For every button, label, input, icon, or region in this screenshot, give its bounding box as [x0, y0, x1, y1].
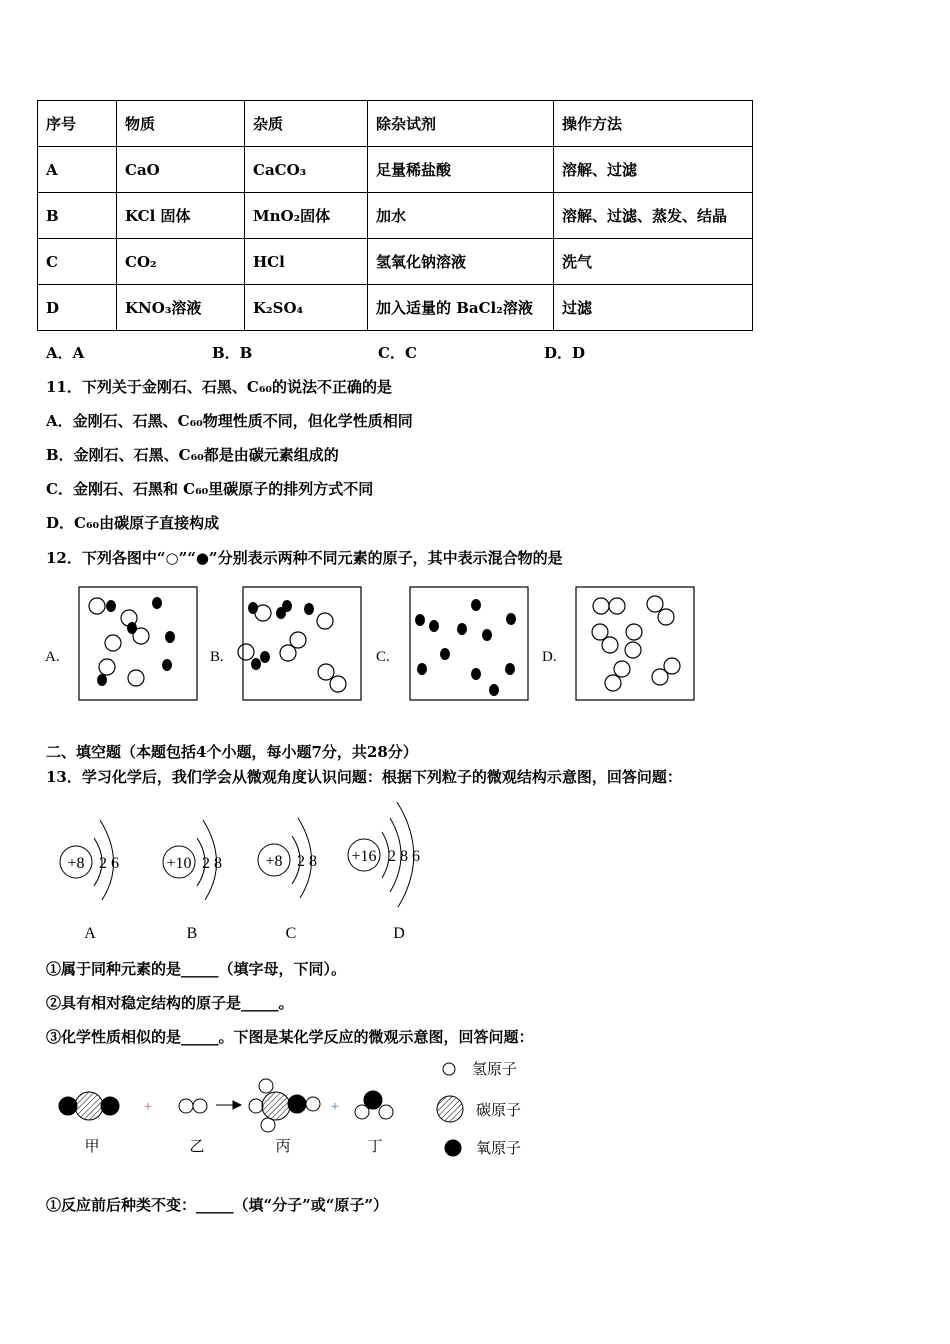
legend-carbon: 碳原子	[476, 1103, 522, 1119]
header-cell: 操作方法	[554, 101, 753, 147]
q11-option-c: C．金刚石、石黑和 C₆₀里碳原子的排列方式不同	[46, 480, 374, 498]
nucleus-a: +8	[67, 855, 85, 872]
cell: A	[38, 147, 117, 193]
cell: 溶解、过滤	[554, 147, 753, 193]
cell: 加水	[368, 193, 554, 239]
cell: K₂SO₄	[245, 285, 368, 331]
shells-b: 2 8	[202, 855, 222, 872]
molecule-label-yi: 乙	[189, 1139, 205, 1155]
cell: 足量稀盐酸	[368, 147, 554, 193]
atom-label-d: D	[393, 925, 405, 942]
q11-option-a: A．金刚石、石黑、C₆₀物理性质不同，但化学性质相同	[46, 412, 413, 430]
plus-sign: +	[330, 1099, 340, 1115]
shells-d: 2 8 6	[388, 848, 420, 865]
header-cell: 杂质	[245, 101, 368, 147]
cell: MnO₂固体	[245, 193, 368, 239]
reaction-diagram	[40, 1050, 560, 1160]
q11-option-b: B．金刚石、石黑、C₆₀都是由碳元素组成的	[46, 446, 339, 464]
impurity-removal-table	[37, 100, 753, 331]
cell: KNO₃溶液	[117, 285, 245, 331]
table-row	[38, 147, 753, 193]
cell: D	[38, 285, 117, 331]
q12-particle-diagrams	[40, 580, 710, 710]
atom-label-a: A	[84, 925, 96, 942]
header-cell: 除杂试剂	[368, 101, 554, 147]
cell: 过滤	[554, 285, 753, 331]
diagram-label-b: B.	[210, 649, 224, 665]
option-c: C．C	[378, 344, 417, 362]
diagram-label-c: C.	[376, 649, 390, 665]
table-row	[38, 285, 753, 331]
atomic-structure-diagrams	[40, 800, 460, 950]
q11-stem: 11．下列关于金刚石、石黑、C₆₀的说法不正确的是	[46, 378, 392, 396]
atom-label-c: C	[285, 925, 297, 942]
option-a: A．A	[46, 344, 85, 362]
q13-sub2: ②具有相对稳定结构的原子是_____。	[46, 994, 294, 1012]
q12-stem: 12．下列各图中“○”“●”分别表示两种不同元素的原子，其中表示混合物的是	[46, 549, 563, 567]
section-2-heading: 二、填空题（本题包括4个小题，每小题7分，共28分）	[46, 743, 418, 761]
q13-sub4: ①反应前后种类不变：_____（填“分子”或“原子”）	[46, 1196, 389, 1214]
atom-label-b: B	[186, 925, 198, 942]
shells-c: 2 8	[297, 853, 317, 870]
nucleus-d: +16	[351, 848, 377, 865]
cell: CaCO₃	[245, 147, 368, 193]
option-b: B．B	[212, 344, 253, 362]
header-cell: 序号	[38, 101, 117, 147]
legend-oxygen: 氧原子	[476, 1141, 522, 1157]
cell: 溶解、过滤、蒸发、结晶	[554, 193, 753, 239]
q13-stem: 13．学习化学后，我们学会从微观角度认识问题：根据下列粒子的微观结构示意图，回答问题：	[46, 768, 682, 786]
diagram-label-a: A.	[45, 649, 60, 665]
q13-sub1: ①属于同种元素的是_____（填字母，下同）。	[46, 960, 347, 978]
table-row	[38, 239, 753, 285]
plus-sign: +	[143, 1099, 153, 1115]
cell: 氢氧化钠溶液	[368, 239, 554, 285]
table-header-row	[38, 101, 753, 147]
cell: 加入适量的 BaCl₂溶液	[368, 285, 554, 331]
cell: C	[38, 239, 117, 285]
diagram-label-d: D.	[542, 649, 557, 665]
cell: KCl 固体	[117, 193, 245, 239]
molecule-label-bing: 丙	[275, 1139, 291, 1155]
shells-a: 2 6	[99, 855, 119, 872]
legend-hydrogen: 氢原子	[472, 1062, 518, 1078]
molecule-label-ding: 丁	[367, 1139, 383, 1155]
q11-option-d: D．C₆₀由碳原子直接构成	[46, 514, 220, 532]
cell: CO₂	[117, 239, 245, 285]
option-d: D．D	[544, 344, 586, 362]
cell: CaO	[117, 147, 245, 193]
cell: B	[38, 193, 117, 239]
cell: 洗气	[554, 239, 753, 285]
nucleus-c: +8	[265, 853, 283, 870]
table-row	[38, 193, 753, 239]
q10-options	[46, 342, 710, 363]
q13-sub3: ③化学性质相似的是_____。下图是某化学反应的微观示意图，回答问题：	[46, 1028, 534, 1046]
molecule-label-jia: 甲	[84, 1139, 100, 1155]
header-cell: 物质	[117, 101, 245, 147]
cell: HCl	[245, 239, 368, 285]
nucleus-b: +10	[166, 855, 192, 872]
